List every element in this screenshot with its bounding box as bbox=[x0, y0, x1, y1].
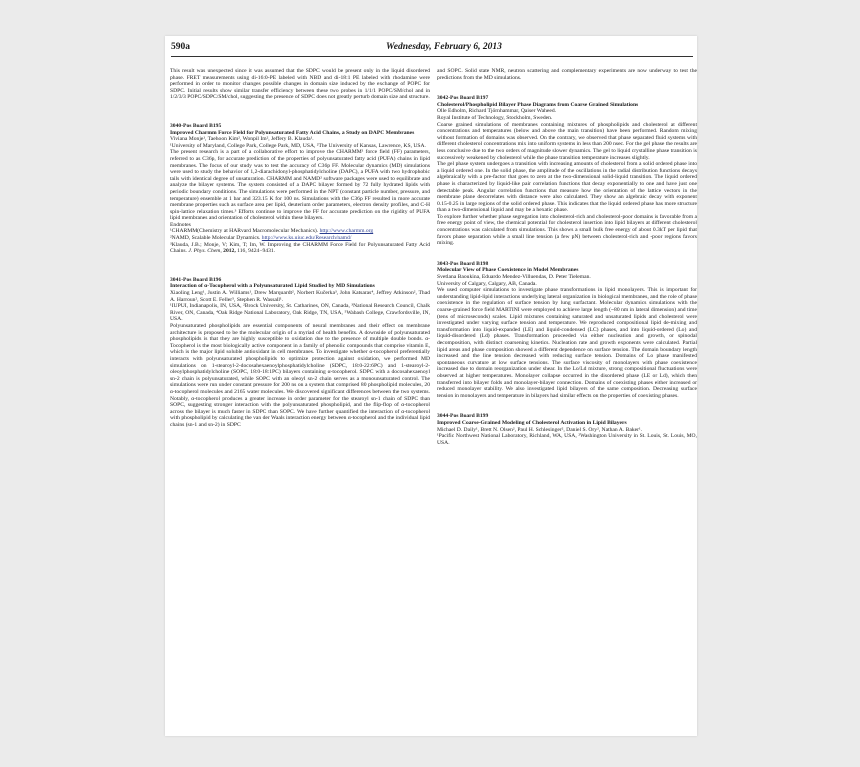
endnotes-label: Endnotes bbox=[170, 221, 191, 228]
abstract-id: 3044-Pos Board B199 bbox=[437, 413, 489, 420]
endnote-2 bbox=[170, 235, 430, 242]
abstract-id: 3040-Pos Board B195 bbox=[170, 122, 222, 129]
endnote-3-text: ³Klauda, J.B.; Monje, V; Kim, T; Im, W. Improving the CHARMM Force Field for Polyunsaturated Fatty Acid Chains. bbox=[170, 241, 430, 255]
endnote-3 bbox=[170, 242, 430, 255]
page-header bbox=[171, 42, 693, 57]
abstract-3042 bbox=[437, 95, 697, 247]
abstract-title: Improved Coarse-Grained Modeling of Cholesterol Activation in Lipid Bilayers bbox=[437, 419, 627, 426]
abstract-body: The present research is a part of a collaborative effort to improve the CHARMM¹ force field (FF) parameters, referred to as C36p, for accurate prediction of the properties of polyunsaturated fatty acid (PUFA) chains in lipid membranes. The focus of our study was to test the accuracy of C36p FF. Molecular dynamics (MD) simulations were used to study the behavior of 1,2-diarachidonyl-phosphatidylcholine (DAPC), a PUFA with two hydrophobic tails with identical degree of unsaturation. CHARMM and NAMD² software packages were used to equilibrate and analyze the bilayer systems. The system consisted of a DAPC bilayer formed by 72 fully hydrated lipids with periodic boundary conditions. The simulations were performed in the NPT (constant particle number, pressure, and temperature) ensemble at 1 bar and 323.15 K for 100 ns. Simulations with the C36p FF resulted in more accurate membrane properties such as surface area per lipid, deuterium order parameters, electron density profiles, and C-H spin-lattice relaxation times.³ Efforts continue to improve the FF for accurate prediction on the rigidity of PUFA lipid membranes and orientation of cholesterol within these bilayers. bbox=[170, 149, 430, 222]
abstract-authors: Michael D. Daily¹, Brett N. Olsen², Paul H. Schlesinger², Daniel S. Ory², Nathan A. Baker¹. bbox=[437, 426, 643, 433]
left-column bbox=[170, 68, 430, 429]
abstract-authors: Xiaoling Leng¹, Justin A. Williams¹, Drew Marquardt², Norbert Kučerka³, John Katsaras⁴, Jeffrey Atkinson², Thad A. Harroun², Scott E. Feller⁵, Stephen R. Wassall¹. bbox=[170, 290, 430, 303]
abstract-3043 bbox=[437, 261, 697, 399]
abstract-title: Molecular View of Phase Coexistence in Model Membranes bbox=[437, 267, 579, 274]
continued-abstract-text: This result was unexpected since it was assumed that the SDPC would be present only in the liquid disordered phase. FRET measurements using di-16:0-PE labeled with NBD and di-18:1 PE labeled with rhodamine were performed in order to monitor changes possible changes in domain size induced by the exchange of POPC for SDPC. Initial results show similar transfer efficiency between these two probes in 1/1/1 POPC/SM/chol and in 1/2/3/3 POPC/SDPC/SM/chol, suggesting the presence of SDPC does not greatly perturb domain size and structure. bbox=[170, 68, 430, 101]
abstract-id: 3042-Pos Board B197 bbox=[437, 95, 489, 102]
abstract-body: Polyunsaturated phospholipids are essential components of neural membranes and their effect on membrane architecture is proposed to be the molecular origin of a myriad of health benefits. A downside of polyunsaturated phospholipids is that they are highly susceptible to oxidation due to the presence of multiple double bonds. α-Tocopherol is the most biologically active component in a family of phenolic compounds that comprise vitamin E, which is the major lipid soluble antioxidant in cell membranes. To investigate whether α-tocopherol preferentially interacts with polyunsaturated phospholipids to optimize protection against oxidation, we performed MD simulations on 1-stearoyl-2-docosahexaenoylphosphatidylcholine (SDPC, 18:0-22:6PC) and 1-stearoyl-2-oleoylphosphatidylcholine (SOPC, 18:0-18:1PC) bilayers containing α-tocopherol. SDPC with a docosahexaenoyl sn-2 chain is polyunsaturated, while SOPC with an oleoyl sn-2 chain serves as a monounsaturated control. The simulations were run under constant pressure for 200 ns on a system that comprised 80 phospholipid molecules, 20 α-tocopherol molecules and 2165 water molecules. We discovered significant differences between the two systems. Notably, α-tocopherol produces a greater increase in order parameter for the stearoyl sn-1 chain of SDPC than SOPC, suggesting stronger interaction with the polyunsaturated phospholipid, and the flip-flop of α-tocopherol across the bilayer is much faster in SDPC than SOPC. We have further quantified the interaction of α-tocopherol with phospholipid by calculating the van der Waals interaction energy between α-tocopherol and the individual lipid chains (sn-1 and sn-2) in SDPC bbox=[170, 323, 430, 428]
abstract-body-1: Coarse grained simulations of membranes containing mixtures of phospholipids and cholesterol at different concentrations and temperatures (below and above the main transition) have been performed. Random mixing without formation of domains was observed. On the contrary, we observed that phase separated fluid systems with different cholesterol concentrations mix into uniform systems in less than 200 nsec. For the gel phase the results are less conclusive due to the two orders of magnitude slower dynamics. The gel to liquid crystalline phase transition is successively weakened by cholesterol while the phase transition temperature increases slightly. bbox=[437, 121, 697, 161]
abstract-body-2: The gel phase system undergoes a transition with increasing amounts of cholesterol from a solid ordered phase into a liquid ordered one. In the solid phase, the amplitude of the oscillations in the radial distribution functions decays algebraically with a pre-factor that goes to zero at the two-dimensional solid-liquid transition. The liquid ordered phase is characterized by liquid-like pair correlation functions that decay exponentially to one and have just one detectable peak. Angular correlation functions that measure how the orientation of the lattice vectors in the membrane plane decorrelates with distance were also calculated. They show an algebraic decay with exponent 0.15-0.25 in large regions of the solid ordered phase. This indicates that the liquid ordered phase has more structure than a two-dimensional liquid and may be a hexatic phase. bbox=[437, 161, 697, 214]
endnote-2-text: ²NAMD, Scalable Molecular Dynamics. bbox=[170, 235, 261, 242]
abstract-title: Cholesterol/Phospholipid Bilayer Phase Diagrams from Coarse Grained Simulations bbox=[437, 101, 639, 108]
endnote-1-text: ¹CHARMM(Chemistry at HARvard Macromolecular Mechanics). bbox=[170, 228, 319, 235]
abstract-affiliation: ¹University of Maryland, College Park, College Park, MD, USA, ²The University of Kansas, Lawrence, KS, USA. bbox=[170, 142, 426, 149]
right-column bbox=[437, 68, 697, 446]
issue-date: Wednesday, February 6, 2013 bbox=[386, 42, 502, 52]
namd-link[interactable]: http://www.ks.uiuc.edu/Research/namd/ bbox=[261, 235, 352, 242]
journal-page bbox=[165, 36, 697, 736]
abstract-affiliation: ¹Pacific Northwest National Laboratory, Richland, WA, USA, ²Washington University in St. Louis, St. Louis, MO, USA. bbox=[437, 433, 697, 446]
abstract-title: Interaction of α-Tocopherol with a Polyunsaturated Lipid Studied by MD Simulations bbox=[170, 283, 375, 290]
abstract-id: 3043-Pos Board B198 bbox=[437, 260, 489, 267]
page-number: 590a bbox=[171, 42, 190, 52]
abstract-affiliation: ¹IUPUI, Indianapolis, IN, USA, ²Brock University, St. Catharines, ON, Canada, ³National Research Council, Chalk River, ON, Canada, ⁴Oak Ridge National Laboratory, Oak Ridge, TN, USA, ⁵Wabash College, Crawfordsville, IN, USA. bbox=[170, 303, 430, 323]
abstract-3044 bbox=[437, 413, 697, 446]
abstract-3041 bbox=[170, 277, 430, 429]
abstract-3040 bbox=[170, 123, 430, 255]
abstract-body: We used computer simulations to investigate phase transformations in lipid monolayers. This is important for understanding lipid-lipid interactions underlying lateral organization in biological membranes, and the role of phase coexistence in the regulation of surface tension by lung surfactant. Molecular dynamics simulations with the coarse-grained force field MARTINI were employed to achieve large length (~80 nm in lateral dimension) and time (tens of microseconds) scales. Lipid mixtures containing saturated and unsaturated lipids and cholesterol were investigated under varying surface tension and temperature. We reproduced compositional lipid de-mixing and transformation into liquid-expanded (LE) and liquid-condensed (LC) phases, and into liquid-ordered (Lo) and liquid-disordered (Ld) phases. Transformation proceeded via either nucleation and growth, or spinodal decomposition, with distinct coarsening kinetics. Nucleation rate and growth exponents were calculated. Partial lipid areas and phase composition showed a different dependence on surface tension. The domain boundary length increased and the line tension decreased with reducing surface tension. Domains of Lo phase manifested spontaneous curvature at low surface tensions. The surface viscosity of monolayers with phase coexistence increased due to domain reorganization under shear. In the Lo/Ld mixture, strong compositional fluctuations were observed at higher temperatures. Monolayer collapse occurred in the disordered phase (LE or Ld), which then transferred into bilayer folds and monolayer-bilayer connection. Domains of coexisting phases either increased or reduced monolayer stability. We also investigated lipid bilayers of the same composition. Decreasing surface tension in monolayers and temperature in bilayers had similar effects on the properties of coexisting phases. bbox=[437, 287, 697, 399]
endnote-3-journal: J. Phys. Chem, bbox=[188, 248, 222, 255]
endnote-1 bbox=[170, 228, 430, 235]
abstract-title: Improved Charmm Force Field for Polyunsaturated Fatty Acid Chains, a Study on DAPC Membranes bbox=[170, 129, 415, 136]
endnote-3-pages: 116, 9424−9431. bbox=[237, 248, 276, 255]
abstract-authors: Svetlana Baoukina, Eduardo Mendez-Villuendas, D. Peter Tieleman. bbox=[437, 274, 591, 281]
abstract-affiliation: Royal Institute of Technology, Stockholm, Sweden. bbox=[437, 114, 553, 121]
abstract-authors: Viviana Monje¹, Taehoon Kim², Wonpil Im², Jeffery B. Klauda¹. bbox=[170, 136, 314, 143]
abstract-id: 3041-Pos Board B196 bbox=[170, 276, 222, 283]
abstract-body-3: To explore further whether phase segregation into cholesterol-rich and cholesterol-poor domains is favorable from a free energy point of view, the chemical potential for cholesterol insertion into lipid bilayers at different cholesterol concentrations was calculated from simulations. This shows a small bulk free energy of about 0.3kT per lipid that favors phase separation while a small line tension (a few pN) between cholesterol-rich and -poor regions favors mixing. bbox=[437, 213, 697, 247]
abstract-affiliation: University of Calgary, Calgary, AB, Canada. bbox=[437, 280, 537, 287]
abstract-authors: Olle Edholm, Richard Tjörnhammar, Qaiser Waheed. bbox=[437, 108, 557, 115]
endnote-3-year: 2012, bbox=[223, 248, 236, 255]
continued-abstract-text: and SOPC. Solid state NMR, neutron scattering and complementary experiments are now underway to test the predictions from the MD simulations. bbox=[437, 68, 697, 81]
charmm-link[interactable]: http://www.charmm.org bbox=[319, 228, 374, 235]
